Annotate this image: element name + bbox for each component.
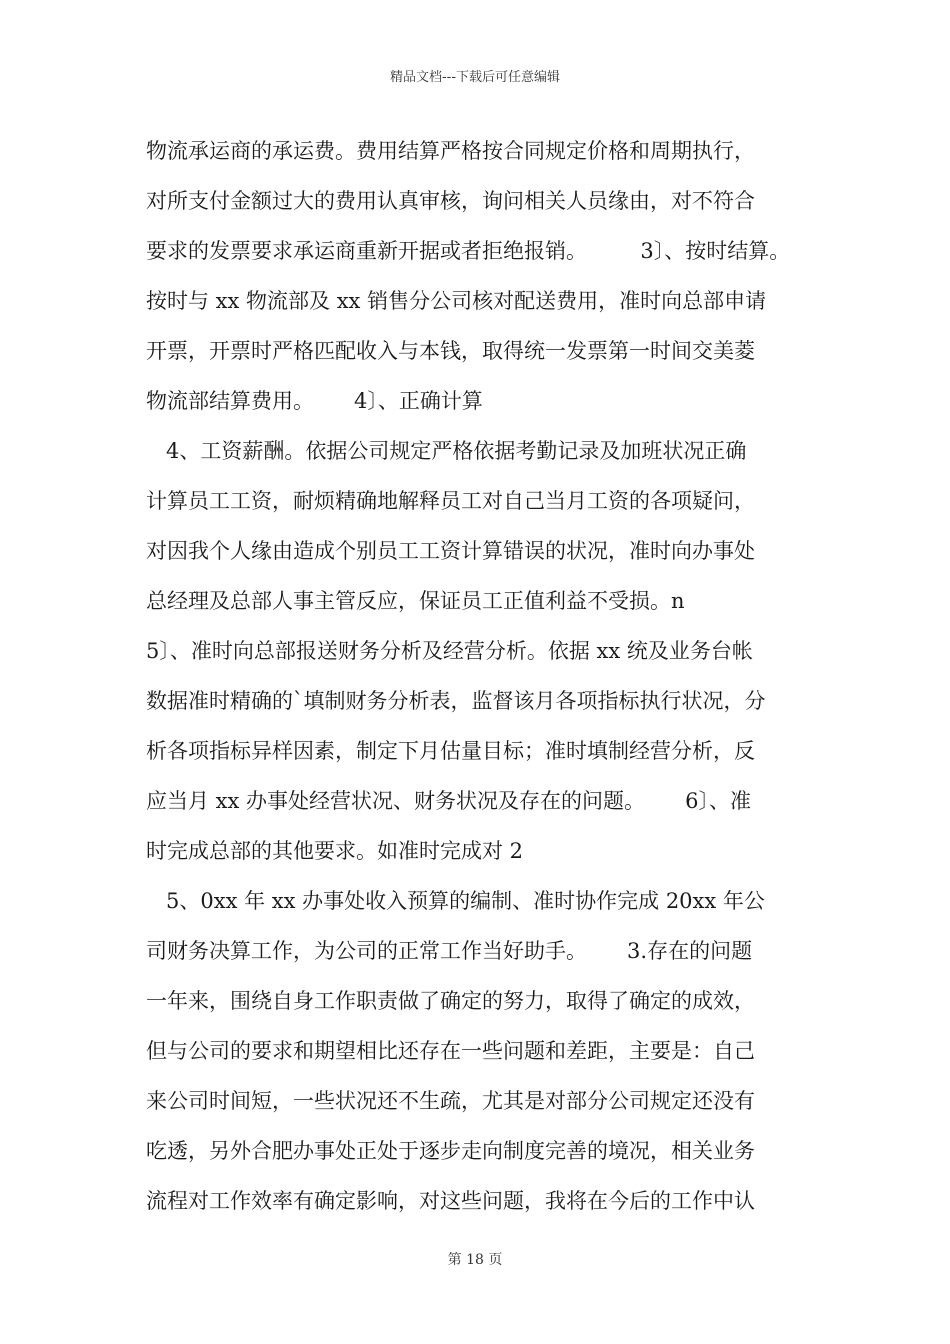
- text-line: 但与公司的要求和期望相比还存在一些问题和差距，主要是：自己: [146, 1039, 755, 1063]
- text-line: 析各项指标异样因素，制定下月估量目标；准时填制经营分析，反: [146, 739, 755, 763]
- text-line: 计算员工工资，耐烦精确地解释员工对自己当月工资的各项疑问，: [146, 489, 755, 513]
- text-line: 要求的发票要求承运商重新开据或者拒绝报销。 3〕、按时结算。: [146, 239, 791, 263]
- text-line: 一年来，围绕自身工作职责做了确定的努力，取得了确定的成效，: [146, 989, 755, 1013]
- text-line: 按时与 xx 物流部及 xx 销售分公司核对配送费用，准时向总部申请: [146, 289, 767, 313]
- text-line: 时完成总部的其他要求。如准时完成对 2: [146, 839, 524, 863]
- text-line: 开票，开票时严格匹配收入与本钱，取得统一发票第一时间交美菱: [146, 339, 755, 363]
- text-line: 对所支付金额过大的费用认真审核，询问相关人员缘由，对不符合: [146, 189, 755, 213]
- text-line: 对因我个人缘由造成个别员工工资计算错误的状况，准时向办事处: [146, 539, 755, 563]
- text-line: 总经理及总部人事主管反应，保证员工正值利益不受损。n: [146, 589, 685, 613]
- text-line: 5〕、准时向总部报送财务分析及经营分析。依据 xx 统及业务台帐: [146, 639, 753, 663]
- body-text: [146, 126, 826, 1226]
- text-line: 5、0xx 年 xx 办事处收入预算的编制、准时协作完成 20xx 年公: [146, 889, 765, 913]
- text-line: 物流承运商的承运费。费用结算严格按合同规定价格和周期执行，: [146, 139, 755, 163]
- text-line: 来公司时间短，一些状况还不生疏，尤其是对部分公司规定还没有: [146, 1089, 755, 1113]
- text-line: 数据准时精确的`填制财务分析表，监督该月各项指标执行状况，分: [146, 689, 766, 713]
- text-line: 4、工资薪酬。依据公司规定严格依据考勤记录及加班状况正确: [146, 439, 747, 463]
- text-line: 流程对工作效率有确定影响，对这些问题，我将在今后的工作中认: [146, 1189, 755, 1213]
- page-number: 第 18 页: [447, 1252, 503, 1268]
- page-header: 精品文档---下载后可任意编辑: [389, 70, 561, 85]
- text-line: 应当月 xx 办事处经营状况、财务状况及存在的问题。 6〕、准: [146, 789, 751, 813]
- text-line: 吃透，另外合肥办事处正处于逐步走向制度完善的境况，相关业务: [146, 1139, 755, 1163]
- text-line: 司财务决算工作，为公司的正常工作当好助手。 3.存在的问题: [146, 939, 753, 963]
- text-line: 物流部结算费用。 4〕、正确计算: [146, 389, 483, 413]
